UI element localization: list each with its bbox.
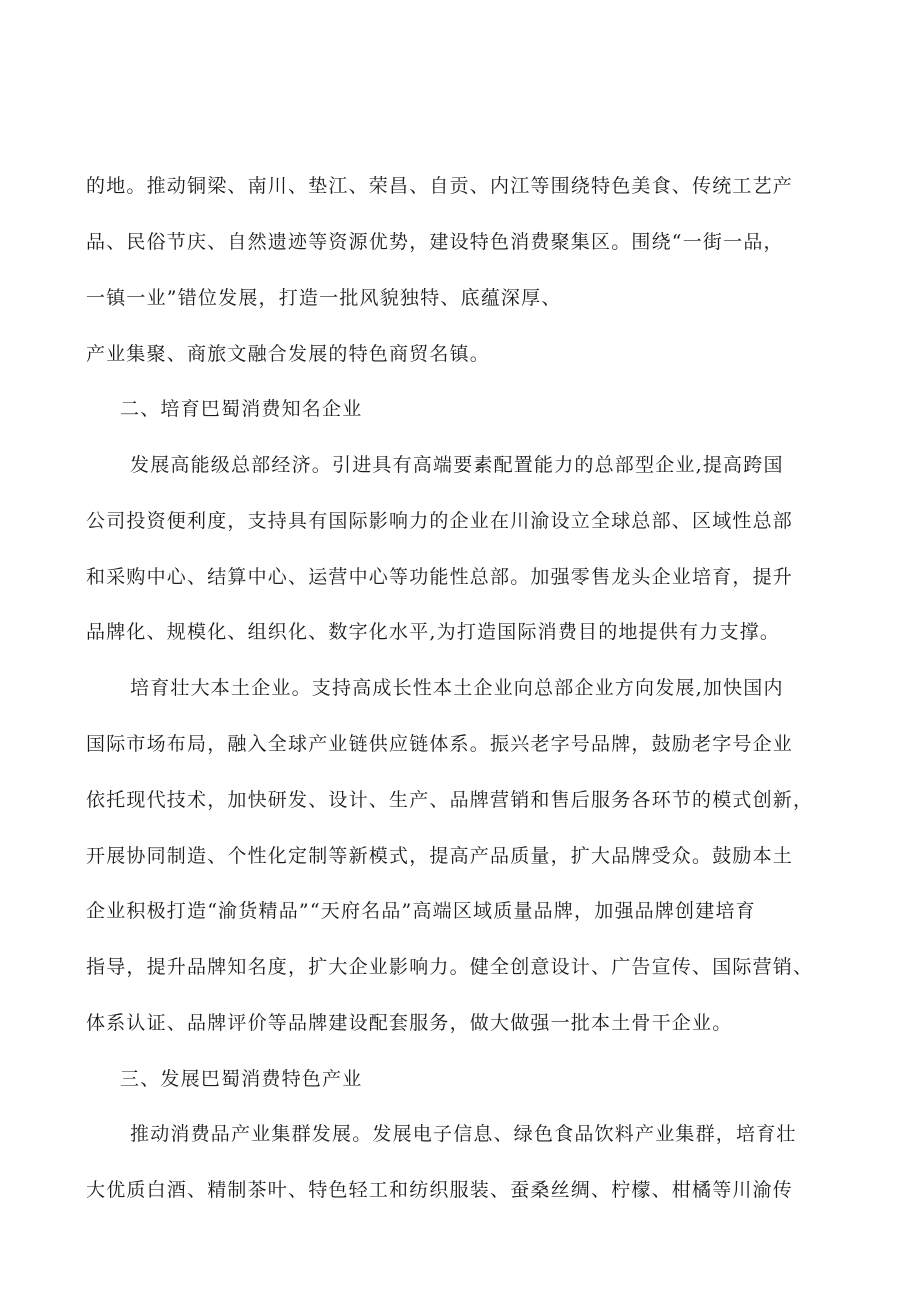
text-line: 推动消费品产业集群发展。发展电子信息、绿色食品饮料产业集群，培育壮 [130, 1123, 797, 1145]
text-line: 品、民俗节庆、自然遗迹等资源优势，建设特色消费聚集区。围绕“一街一品， [86, 231, 784, 253]
text-line: 的地。推动铜梁、南川、垫江、荣昌、自贡、内江等围绕特色美食、传统工艺产 [86, 175, 794, 197]
section-heading: 三、发展巴蜀消费特色产业 [120, 1068, 363, 1090]
text-line: 开展协同制造、个性化定制等新模式，提高产品质量，扩大品牌受众。鼓励本土 [86, 845, 794, 867]
text-line: 企业积极打造“渝货精品”“天府名品”高端区域质量品牌，加强品牌创建培育 [86, 900, 756, 922]
text-line: 培育壮大本土企业。支持高成长性本土企业向总部企业方向发展,加快国内 [130, 677, 784, 699]
text-line: 指导，提升品牌知名度，扩大企业影响力。健全创意设计、广告宣传、国际营销、 [86, 956, 814, 978]
text-line: 一镇一业”错位发展，打造一批风貌独特、底蕴深厚、 [86, 287, 562, 309]
text-line: 国际市场布局，融入全球产业链供应链体系。振兴老字号品牌，鼓励老字号企业 [86, 733, 794, 755]
text-line: 公司投资便利度，支持具有国际影响力的企业在川渝设立全球总部、区域性总部 [86, 510, 794, 532]
text-line: 依托现代技术，加快研发、设计、生产、品牌营销和售后服务各环节的模式创新， [86, 789, 814, 811]
text-line: 和采购中心、结算中心、运营中心等功能性总部。加强零售龙头企业培育，提升 [86, 566, 794, 588]
text-line: 产业集聚、商旅文融合发展的特色商贸名镇。 [86, 343, 491, 365]
text-line: 发展高能级总部经济。引进具有高端要素配置能力的总部型企业,提高跨国 [130, 454, 784, 476]
section-heading: 二、培育巴蜀消费知名企业 [120, 398, 363, 420]
text-line: 品牌化、规模化、组织化、数字化水平,为打造国际消费目的地提供有力支撑。 [86, 621, 781, 643]
text-line: 体系认证、品牌评价等品牌建设配套服务，做大做强一批本土骨干企业。 [86, 1012, 733, 1034]
text-line: 大优质白酒、精制茶叶、特色轻工和纺织服装、蚕桑丝绸、柠檬、柑橘等川渝传 [86, 1179, 794, 1201]
